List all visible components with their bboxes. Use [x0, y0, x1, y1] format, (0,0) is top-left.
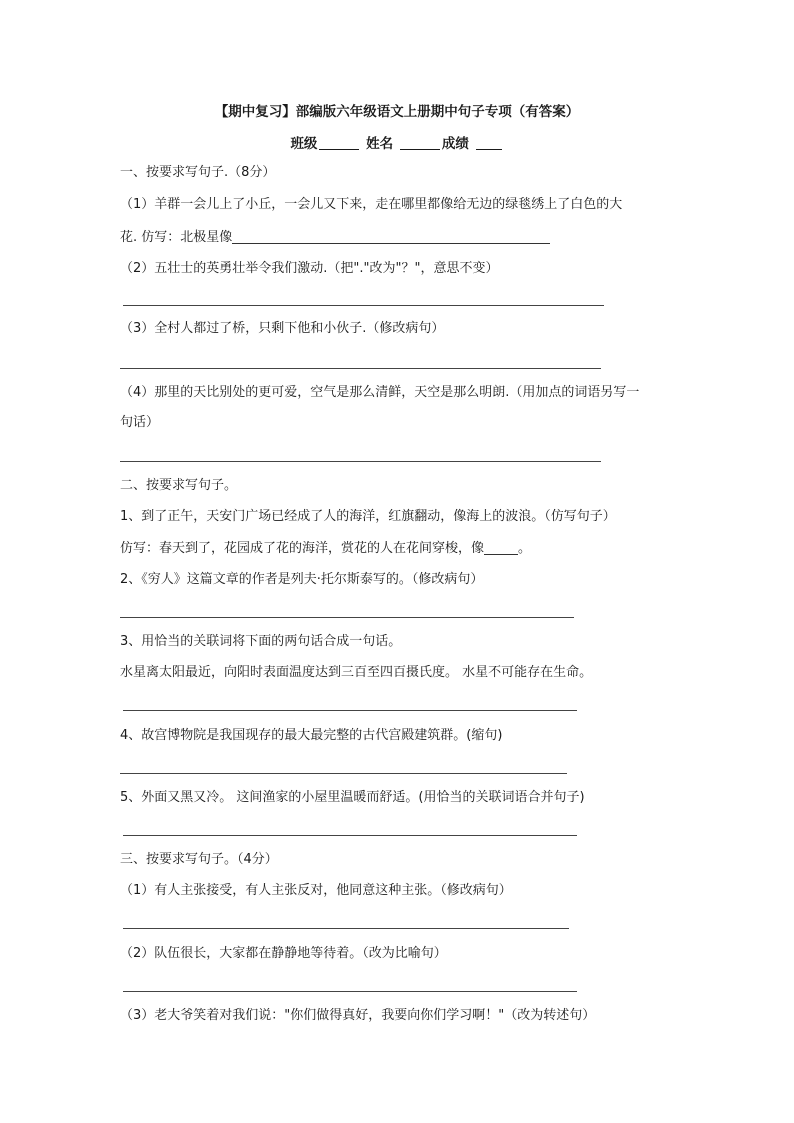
s1-q2: （2）五壮士的英勇壮举令我们激动.（把"."改为"？"，意思不变）	[120, 261, 499, 276]
s1-q1-line1: （1）羊群一会儿上了小丘，一会儿又下来，走在哪里都像给无边的绿毯绣上了白色的大	[120, 197, 623, 212]
s3-q2-answer-line[interactable]	[123, 991, 577, 992]
s2-q1: 1、到了正午，天安门广场已经成了人的海洋，红旗翻动，像海上的波浪。（仿写句子）	[120, 509, 616, 524]
s1-q4-line1: （4）那里的天比别处的更可爱，空气是那么清鲜，天空是那么明朗.（用加点的词语另写一	[120, 385, 640, 400]
s3-q3: （3）老大爷笑着对我们说："你们做得真好，我要向你们学习啊！"（改为转述句）	[120, 1008, 596, 1023]
name-blank[interactable]	[400, 135, 440, 150]
class-label: 班级	[290, 136, 318, 152]
class-blank[interactable]	[319, 135, 359, 150]
s1-q1-answer-line[interactable]	[232, 229, 550, 244]
s2-q4-answer-line[interactable]	[120, 773, 567, 774]
s2-q1-end: 。	[518, 541, 532, 556]
s2-q2: 2、《穷人》这篇文章的作者是列夫·托尔斯泰写的。（修改病句）	[120, 572, 484, 587]
s1-q3: （3）全村人都过了桥，只剩下他和小伙子.（修改病句）	[120, 321, 445, 336]
s2-q1-imitate-prompt: 仿写：春天到了，花园成了花的海洋，赏花的人在花间穿梭，像	[120, 541, 485, 556]
s1-q4-answer-line[interactable]	[120, 461, 601, 462]
s1-q2-answer-line[interactable]	[123, 305, 604, 306]
section2-heading: 二、按要求写句子。	[120, 478, 238, 493]
name-label: 姓名	[366, 136, 394, 152]
student-info-row	[0, 135, 794, 153]
s2-q4: 4、故宫博物院是我国现存的最大最完整的古代宫殿建筑群。(缩句)	[120, 728, 503, 743]
s3-q2: （2）队伍很长，大家都在静静地等待着。（改为比喻句）	[120, 946, 447, 961]
score-blank[interactable]	[476, 135, 502, 150]
s3-q1-answer-line[interactable]	[123, 928, 569, 929]
s2-q2-answer-line[interactable]	[120, 617, 574, 618]
s2-q1-answer-blank[interactable]	[484, 540, 518, 555]
section1-heading: 一、按要求写句子.（8分）	[120, 165, 276, 180]
page-title: 【期中复习】部编版六年级语文上册期中句子专项（有答案）	[214, 104, 580, 120]
s2-q3-sentence: 水星离太阳最近，向阳时表面温度达到三百至四百摄氏度。 水星不可能存在生命。	[120, 665, 593, 680]
s1-q1-prompt: 花. 仿写：北极星像	[120, 230, 233, 245]
s2-q3-answer-line[interactable]	[123, 710, 577, 711]
score-label: 成绩	[441, 136, 469, 152]
section3-heading: 三、按要求写句子。（4分）	[120, 852, 278, 867]
s1-q3-answer-line[interactable]	[120, 368, 601, 369]
s2-q1-imitate	[120, 540, 531, 558]
s2-q5: 5、外面又黑又冷。 这间渔家的小屋里温暖而舒适。(用恰当的关联词语合并句子)	[120, 790, 585, 805]
s3-q1: （1）有人主张接受，有人主张反对，他同意这种主张。（修改病句）	[120, 883, 512, 898]
s2-q3: 3、用恰当的关联词将下面的两句话合成一句话。	[120, 634, 402, 649]
s1-q4-line2: 句话）	[120, 415, 160, 430]
s1-q1-line2	[120, 229, 550, 247]
s2-q5-answer-line[interactable]	[123, 835, 577, 836]
